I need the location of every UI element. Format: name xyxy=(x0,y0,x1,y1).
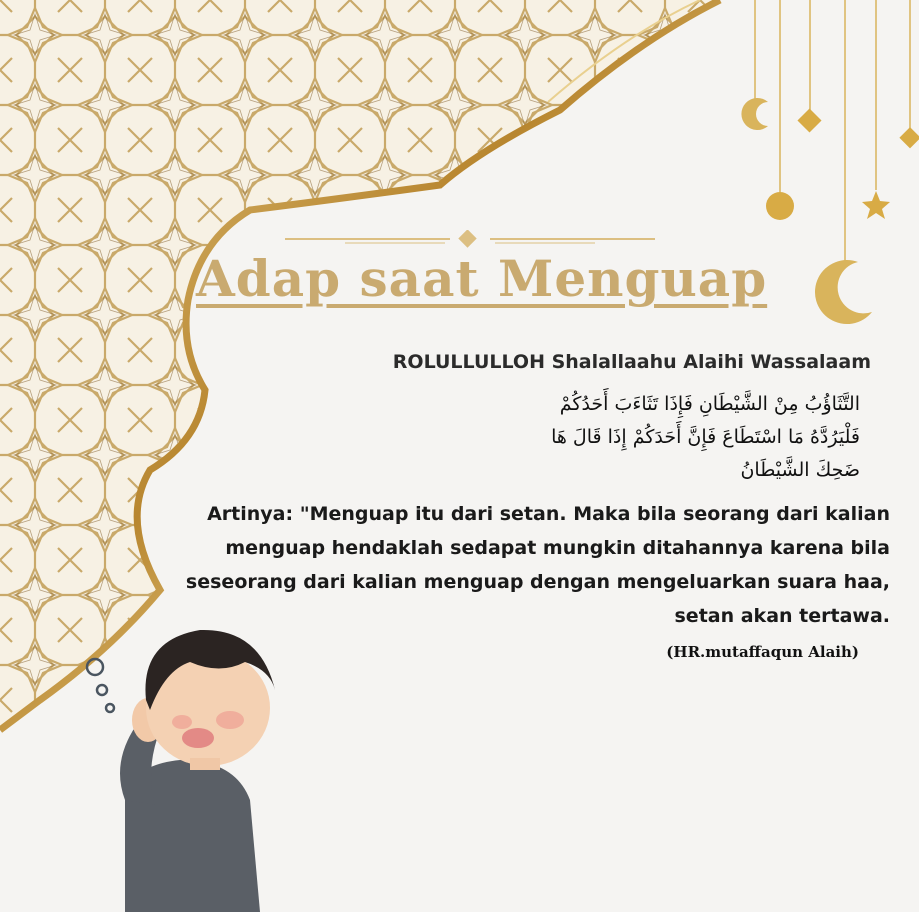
title-divider xyxy=(285,230,655,248)
crescent-icon xyxy=(741,98,768,130)
diamond-ornament xyxy=(797,108,821,132)
page-title: Adap saat Menguap xyxy=(196,249,768,308)
sleep-bubbles xyxy=(87,659,114,712)
narrator-text: ROLULLULLOH Shalallaahu Alaihi Wassalaam xyxy=(392,351,871,373)
star-icon xyxy=(862,191,890,219)
yawning-boy-illustration xyxy=(70,600,310,912)
hadith-meaning: Artinya: "Menguap itu dari setan. Maka bila seorang dari kalian menguap hendaklah sedapat mungkin ditahannya karena bila seseorang dari kalian menguap dengan mengeluarkan suara haa, setan akan tertawa. xyxy=(185,503,890,627)
gold-ball xyxy=(766,192,794,220)
crescent-icon xyxy=(815,260,872,324)
hadith-source: (HR.mutaffaqun Alaih) xyxy=(666,643,859,661)
hadith-arabic: التَّثَاؤُبُ مِنْ الشَّيْطَانِ فَإِذَا تَثَاءَبَ أَحَدُكُمْ فَلْيَرُدَّهُ مَا اسْتَطَاعَ فَإِنَّ أَحَدَكُمْ إِذَا قَالَ هَا ضَحِكَ الشَّيْطَانُ xyxy=(551,393,860,481)
